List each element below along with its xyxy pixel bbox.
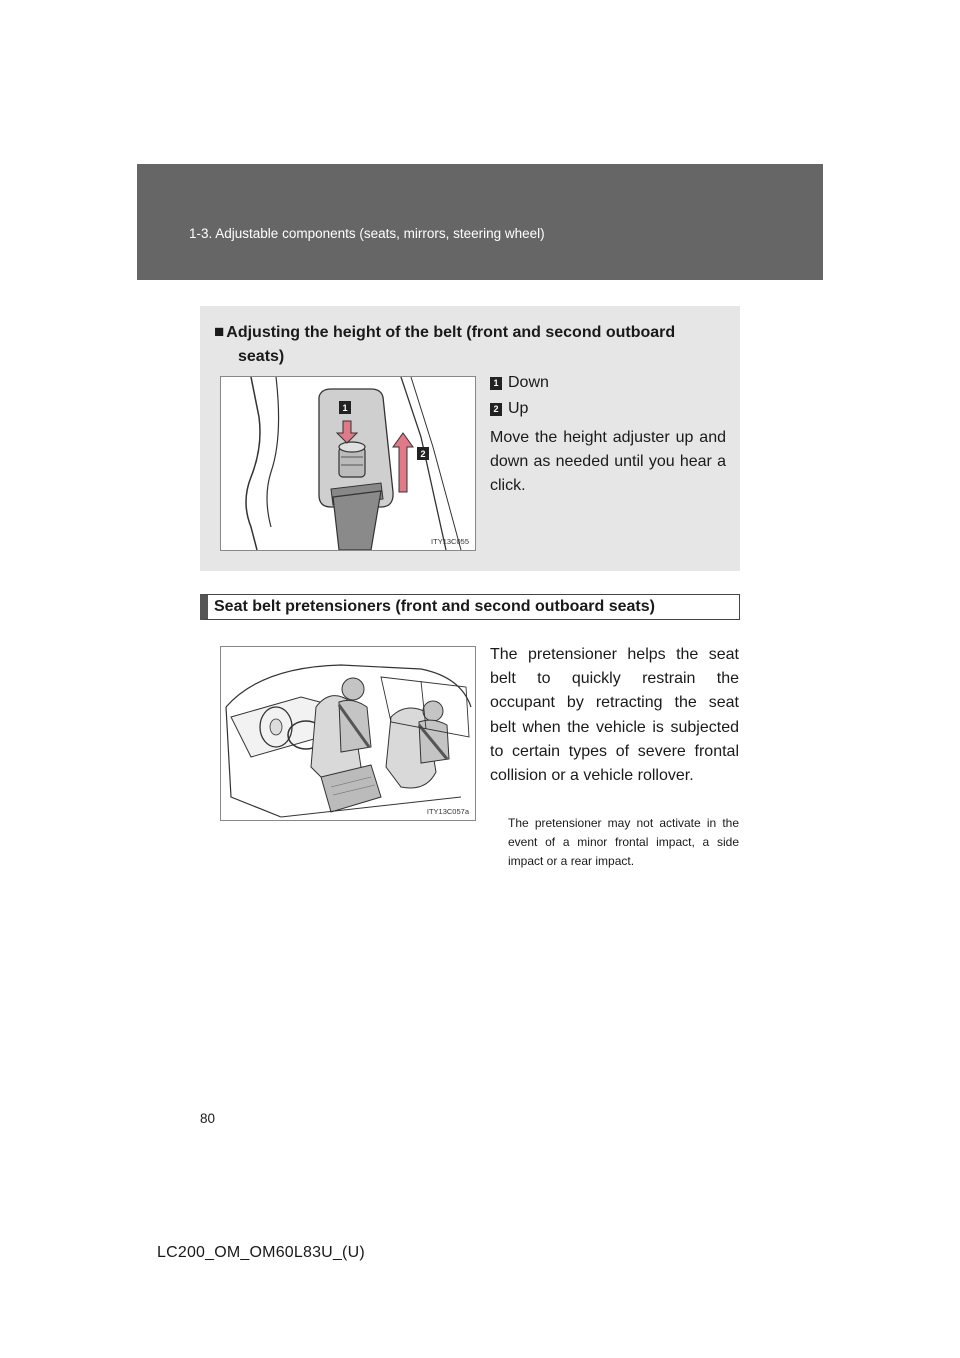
svg-text:2: 2 xyxy=(420,449,426,459)
heading-line-1: Adjusting the height of the belt (front and second outboard xyxy=(226,324,676,341)
adjust-description: Move the height adjuster up and down as needed until you hear a click. xyxy=(490,429,726,494)
pretensioner-body: The pretensioner helps the seat belt to quickly restrain the occupant by retracting the seat belt when the vehicle is subjected to certain types of severe frontal collision or a vehicle rollover. xyxy=(490,646,739,785)
legend-label: Down xyxy=(508,374,549,391)
legend-item-down xyxy=(490,370,726,396)
figure-code: ITY13C057a xyxy=(426,807,469,816)
figure-code: ITY13C055 xyxy=(431,537,469,546)
heading-line-2: seats) xyxy=(238,348,285,365)
number-badge: 1 xyxy=(490,377,502,390)
pretensioner-note: The pretensioner may not activate in the event of a minor frontal impact, a side impact or a rear impact. xyxy=(508,816,739,868)
pretensioner-heading: Seat belt pretensioners (front and second outboard seats) xyxy=(214,598,655,615)
section-title: 1-3. Adjustable components (seats, mirrors, steering wheel) xyxy=(189,226,545,241)
bullet-square-icon: ■ xyxy=(214,322,225,341)
number-badge: 2 xyxy=(490,403,502,416)
vehicle-interior-drawing xyxy=(221,647,475,820)
svg-text:1: 1 xyxy=(342,403,348,413)
pretensioner-illustration xyxy=(220,646,476,821)
pretensioner-heading-bar xyxy=(200,594,740,620)
height-adjust-heading xyxy=(214,320,724,369)
belt-adjuster-drawing xyxy=(221,377,475,550)
legend-label: Up xyxy=(508,400,529,417)
adjust-legend xyxy=(490,370,726,498)
document-code: LC200_OM_OM60L83U_(U) xyxy=(157,1244,365,1261)
page-number: 80 xyxy=(200,1111,216,1126)
legend-item-up xyxy=(490,396,726,422)
header-band xyxy=(137,164,823,280)
belt-adjuster-illustration xyxy=(220,376,476,551)
height-adjust-box xyxy=(200,306,740,571)
